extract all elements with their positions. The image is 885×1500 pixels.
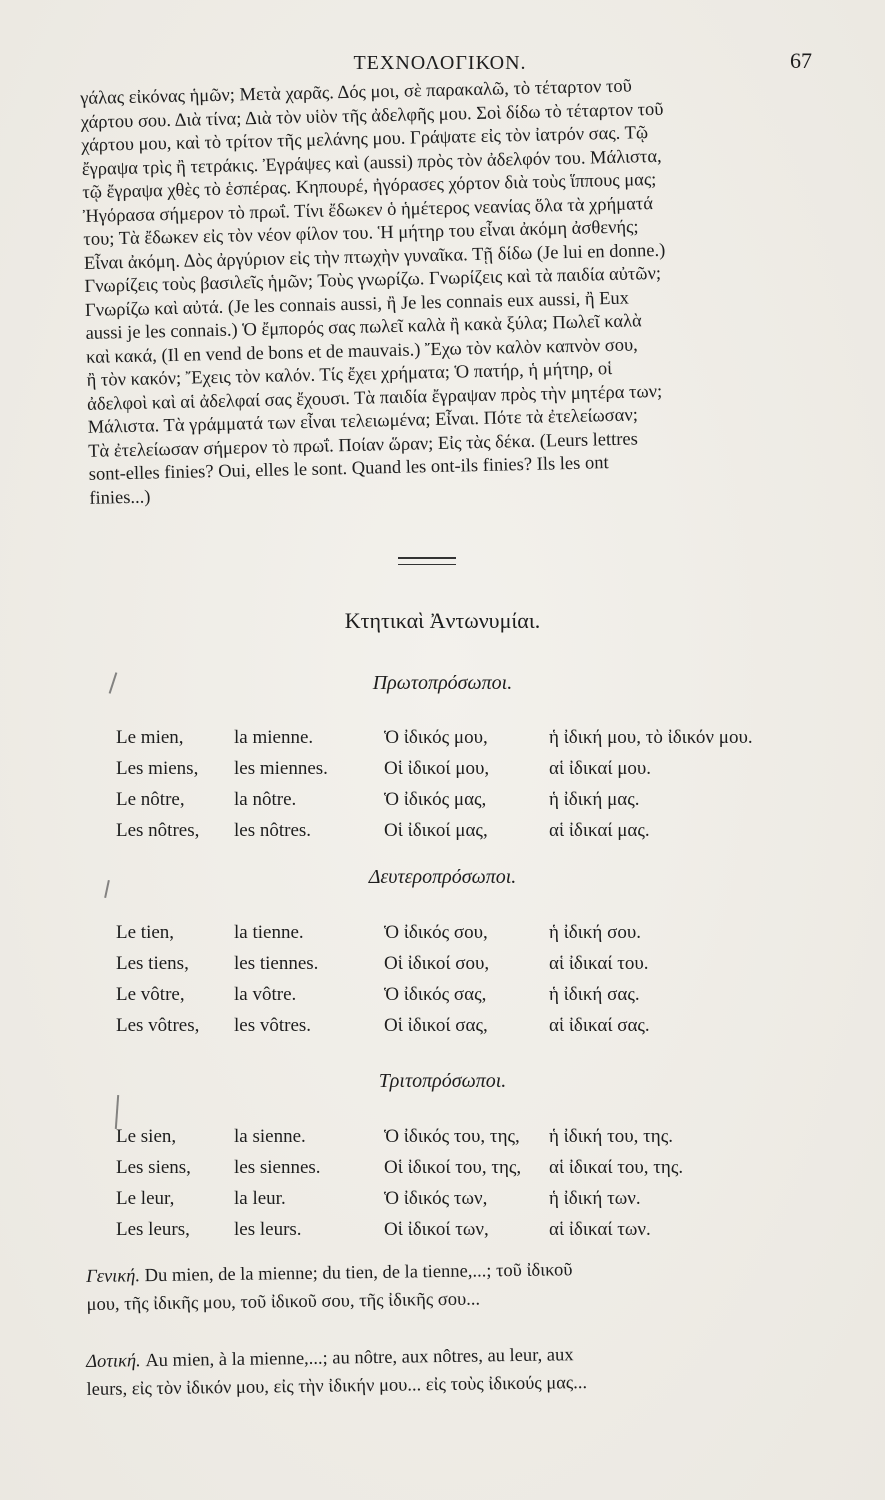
- greek-fem-neut: αἱ ἰδικαί του.: [549, 953, 649, 974]
- masc-plural: Les tiens,: [116, 953, 189, 974]
- fem-plural: les miennes.: [234, 758, 328, 779]
- table-row: [116, 1015, 816, 1046]
- masc-singular: Le leur,: [116, 1188, 175, 1209]
- text-line: Ἠγόρασα σήμερον τὸ πρωΐ. Τίνι ἔδωκεν ὁ ἡμέτερος νεανίας ὅλα τὰ χρήματά: [82, 193, 654, 227]
- note-text: Du mien, de la mienne; du tien, de la tienne,...; τοῦ ἰδικοῦ: [144, 1260, 573, 1287]
- text-line: Εἶναι ἀκόμη. Δὸς ἀργύριον εἰς τὴν πτωχὴν γυναῖκα. Τῇ δίδω (Je lui en donne.): [83, 240, 666, 274]
- masc-singular: Le vôtre,: [116, 984, 185, 1005]
- masc-plural: Les leurs,: [116, 1219, 190, 1240]
- pencil-mark: [115, 1095, 119, 1129]
- greek-fem-neut: αἱ ἰδικαί του, της.: [549, 1157, 684, 1178]
- text-line: Γνωρίζεις τοὺς βασιλεῖς ἡμῶν; Τοὺς γνωρίζω. Γνωρίζεις καὶ τὰ παιδία αὐτῶν;: [84, 263, 662, 297]
- text-line: Γνωρίζω καὶ αὐτά. (Je les connais aussi, ἢ Je les connais eux aussi, ἢ Eux: [84, 288, 630, 321]
- masc-singular: Le nôtre,: [116, 789, 185, 810]
- note-line: μου, τῆς ἰδικῆς μου, τοῦ ἰδικοῦ σου, τῆς ἰδικῆς σου...: [86, 1289, 481, 1315]
- fem-singular: la mienne.: [234, 727, 314, 748]
- greek-masc: Οἱ ἰδικοί σας,: [384, 1015, 488, 1036]
- fem-plural: les tiennes.: [234, 953, 319, 974]
- table-row: [116, 984, 816, 1015]
- fem-plural: les leurs.: [234, 1219, 302, 1240]
- greek-masc: Ὁ ἰδικός μας,: [384, 789, 487, 810]
- masc-plural: Les siens,: [116, 1157, 191, 1178]
- masc-plural: Les vôtres,: [116, 1015, 200, 1036]
- greek-fem-neut: αἱ ἰδικαί των.: [549, 1219, 651, 1240]
- table-row: [116, 1219, 816, 1250]
- greek-fem-neut: ἡ ἰδική των.: [549, 1188, 641, 1209]
- text-line: ἢ τὸν κακόν; Ἔχεις τὸν καλόν. Τίς ἔχει χρήματα; Ὁ πατήρ, ἡ μήτηρ, οἱ: [86, 359, 613, 391]
- section-divider: [398, 557, 456, 565]
- greek-fem-neut: ἡ ἰδική σας.: [549, 984, 640, 1005]
- running-title: ΤΕΧΝΟΛΟΓΙΚΟΝ.: [353, 52, 527, 74]
- greek-masc: Ὁ ἰδικός των,: [384, 1188, 488, 1209]
- text-line: χάρτου μου, καὶ τὸ τρίτον τῆς μελάνης μου. Γράψατε εἰς τὸν ἰατρόν σας. Τῷ: [81, 123, 649, 156]
- table-row: [116, 758, 816, 789]
- text-line: ἔγραψα τρὶς ἢ τετράκις. Ἐγράψες καὶ (aussi) πρὸς τὸν ἀδελφόν του. Μάλιστα,: [81, 146, 662, 180]
- greek-masc: Οἱ ἰδικοί μας,: [384, 820, 488, 841]
- fem-singular: la sienne.: [234, 1126, 306, 1147]
- text-line: γάλας εἰκόνας ἡμῶν; Μετὰ χαρᾶς. Δός μοι, σὲ παρακαλῶ, τὸ τέταρτον τοῦ: [80, 76, 633, 109]
- dative-note: [86, 1338, 827, 1404]
- text-line: Μάλιστα. Τὰ γράμματά των εἶναι τελειωμένα; Εἶναι. Πότε τὰ ἐτελείωσαν;: [87, 405, 639, 438]
- group-heading-second-person: Δευτεροπρόσωποι.: [368, 866, 517, 888]
- greek-fem-neut: ἡ ἰδική μας.: [549, 789, 640, 810]
- fem-plural: les nôtres.: [234, 820, 312, 841]
- table-row: [116, 1188, 816, 1219]
- text-line: χάρτου σου. Διὰ τίνα; Διὰ τὸν υἱὸν τῆς ἀδελφῆς μου. Σοὶ δίδω τὸ τέταρτον τοῦ: [80, 99, 664, 133]
- page-number: 67: [790, 48, 812, 73]
- greek-masc: Οἱ ἰδικοί σου,: [384, 953, 490, 974]
- greek-masc: Οἱ ἰδικοί μου,: [384, 758, 490, 779]
- note-line: leurs, εἰς τὸν ἰδικόν μου, εἰς τὴν ἰδικήν μου... εἰς τοὺς ἰδικούς μας...: [86, 1373, 588, 1400]
- genitive-note: [86, 1253, 827, 1319]
- greek-masc: Ὁ ἰδικός σου,: [384, 922, 488, 943]
- table-row: [116, 922, 816, 953]
- fem-plural: les vôtres.: [234, 1015, 312, 1036]
- text-line: τῷ ἔγραψα χθὲς τὸ ἑσπέρας. Κηπουρέ, ἠγόρασες χόρτον διὰ τοὺς ἵππους μας;: [82, 169, 657, 203]
- text-line: finies...): [89, 487, 151, 509]
- table-row: [116, 1126, 816, 1157]
- greek-fem-neut: ἡ ἰδική σου.: [549, 922, 642, 943]
- masc-singular: Le sien,: [116, 1126, 177, 1147]
- greek-masc: Ὁ ἰδικός του, της,: [384, 1126, 520, 1147]
- masc-singular: Le mien,: [116, 727, 184, 748]
- group-heading-third-person: Τριτοπρόσωποι.: [378, 1070, 507, 1092]
- table-row: [116, 789, 816, 820]
- note-text: Au mien, à la mienne,...; au nôtre, aux nôtres, au leur, aux: [145, 1345, 574, 1372]
- fem-singular: la tienne.: [234, 922, 304, 943]
- masc-plural: Les nôtres,: [116, 820, 200, 841]
- greek-masc: Οἱ ἰδικοί του, της,: [384, 1157, 522, 1178]
- table-row: [116, 727, 816, 758]
- greek-masc: Οἱ ἰδικοί των,: [384, 1219, 489, 1240]
- greek-fem-neut: ἡ ἰδική μου, τὸ ἰδικόν μου.: [549, 727, 753, 748]
- fem-singular: la leur.: [234, 1188, 286, 1209]
- note-label: Γενική.: [86, 1266, 141, 1287]
- text-line: του; Τὰ ἔδωκεν εἰς τὸν νέον φίλον του. Ἡ μήτηρ του εἶναι ἀκόμη ἀσθενής;: [83, 217, 639, 250]
- masc-plural: Les miens,: [116, 758, 199, 779]
- greek-fem-neut: αἱ ἰδικαί μας.: [549, 820, 650, 841]
- table-row: [116, 820, 816, 851]
- note-label: Δοτική.: [86, 1351, 141, 1372]
- greek-masc: Ὁ ἰδικός μου,: [384, 727, 488, 748]
- fem-singular: la nôtre.: [234, 789, 297, 810]
- fem-singular: la vôtre.: [234, 984, 297, 1005]
- greek-fem-neut: ἡ ἰδική του, της.: [549, 1126, 674, 1147]
- fem-plural: les siennes.: [234, 1157, 321, 1178]
- greek-fem-neut: αἱ ἰδικαί σας.: [549, 1015, 650, 1036]
- text-line: sont-elles finies? Oui, elles le sont. Quand les ont-ils finies? Ils les ont: [88, 453, 609, 485]
- table-row: [116, 1157, 816, 1188]
- greek-masc: Ὁ ἰδικός σας,: [384, 984, 487, 1005]
- masc-singular: Le tien,: [116, 922, 175, 943]
- exercise-paragraph: [80, 71, 819, 510]
- pronoun-table-first-person: [116, 727, 816, 851]
- pronoun-table-second-person: [116, 922, 816, 1046]
- greek-fem-neut: αἱ ἰδικαί μου.: [549, 758, 652, 779]
- text-line: Τὰ ἐτελείωσαν σήμερον τὸ πρωΐ. Ποίαν ὥραν; Εἰς τὰς δέκα. (Leurs lettres: [88, 428, 639, 462]
- group-heading-first-person: Πρωτοπρόσωποι.: [372, 672, 513, 694]
- table-row: [116, 953, 816, 984]
- text-line: aussi je les connais.) Ὁ ἔμπορός σας πωλεῖ καλὰ ἢ κακὰ ξύλα; Πωλεῖ καλὰ: [85, 311, 642, 344]
- section-title: Κτητικαὶ Ἀντωνυμίαι.: [344, 608, 541, 633]
- text-line: ἀδελφοὶ καὶ αἱ ἀδελφαί σας ἔχουσι. Τὰ παιδία ἔγραψαν πρὸς τὴν μητέρα των;: [86, 381, 663, 415]
- text-line: καὶ κακά, (Il en vend de bons et de mauvais.) Ἔχω τὸν καλὸν καπνὸν σου,: [85, 334, 639, 368]
- pronoun-table-third-person: [116, 1126, 816, 1250]
